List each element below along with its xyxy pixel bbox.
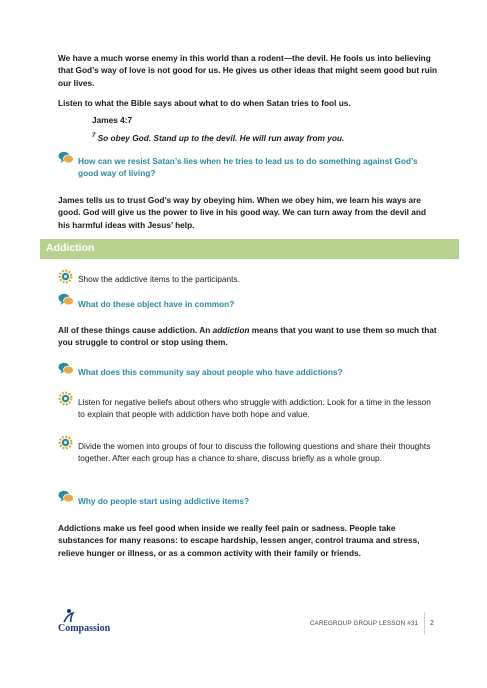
intro-paragraph-3: James tells us to trust God’s way by obeying him. When we obey him, we learn his ways are good. God will give us the power to live in his good way. We can turn away from the devil and his harmful ideas with Jesus’ help. — [58, 195, 427, 230]
speech-bubbles-icon — [58, 293, 74, 307]
activity-listen: Listen for negative beliefs about others who struggle with addiction. Look for a time in the lesson to explain that people with addiction have both hope and value. — [78, 397, 431, 420]
question-community: What does this community say about people who have addictions? — [78, 367, 343, 377]
gear-icon — [58, 435, 73, 450]
activity-divide-groups: Divide the women into groups of four to discuss the following questions and share their thoughts together. After each group has a chance to share, discuss briefly as a whole group. — [78, 441, 431, 464]
question-common: What do these object have in common? — [78, 299, 235, 309]
gear-icon — [58, 391, 73, 406]
verse-text — [92, 130, 422, 144]
footer-lesson: CAREGROUP GROUP LESSON #31 — [310, 620, 419, 627]
speech-bubbles-icon — [58, 151, 74, 165]
footer-divider — [424, 612, 425, 634]
definition-post: means that you want to use them so much that you struggle to control or stop using them. — [58, 325, 437, 348]
definition-term: addiction — [212, 325, 250, 335]
verse-reference: James 4:7 — [92, 115, 133, 125]
intro-paragraph-2: Listen to what the Bible says about what to do when Satan tries to fool us. — [58, 98, 351, 108]
intro-paragraph-1: We have a much worse enemy in this world than a rodent—the devil. He fools us into believing that God’s way of love is not good for us. He gives us other ideas that might seem good but ruin our lives. — [58, 53, 438, 88]
verse-number: 7 — [92, 133, 96, 139]
page-number: 2 — [430, 620, 434, 627]
addiction-reasons: Addictions make us feel good when inside we really feel pain or sadness. People take substances for many reasons: to escape hardship, lessen anger, control trauma and stress, relieve hunger or illness, or as a common activity with their family or friends. — [58, 523, 420, 558]
gear-icon — [58, 269, 73, 284]
logo-text: Compassion — [58, 623, 111, 634]
speech-bubbles-icon — [58, 490, 74, 504]
question-resist-satan: How can we resist Satan’s lies when he tries to lead us to do something against God’s good way of living? — [78, 156, 418, 179]
verse-body: So obey God. Stand up to the devil. He will run away from you. — [95, 132, 345, 143]
question-why-start: Why do people start using addictive items? — [78, 496, 250, 506]
section-header-addiction — [40, 239, 459, 259]
activity-show-items: Show the addictive items to the participants. — [78, 274, 240, 284]
definition-pre: All of these things cause addiction. An — [58, 325, 213, 335]
section-title: Addiction — [46, 242, 95, 254]
addiction-definition — [58, 324, 438, 349]
speech-bubbles-icon — [58, 362, 74, 376]
